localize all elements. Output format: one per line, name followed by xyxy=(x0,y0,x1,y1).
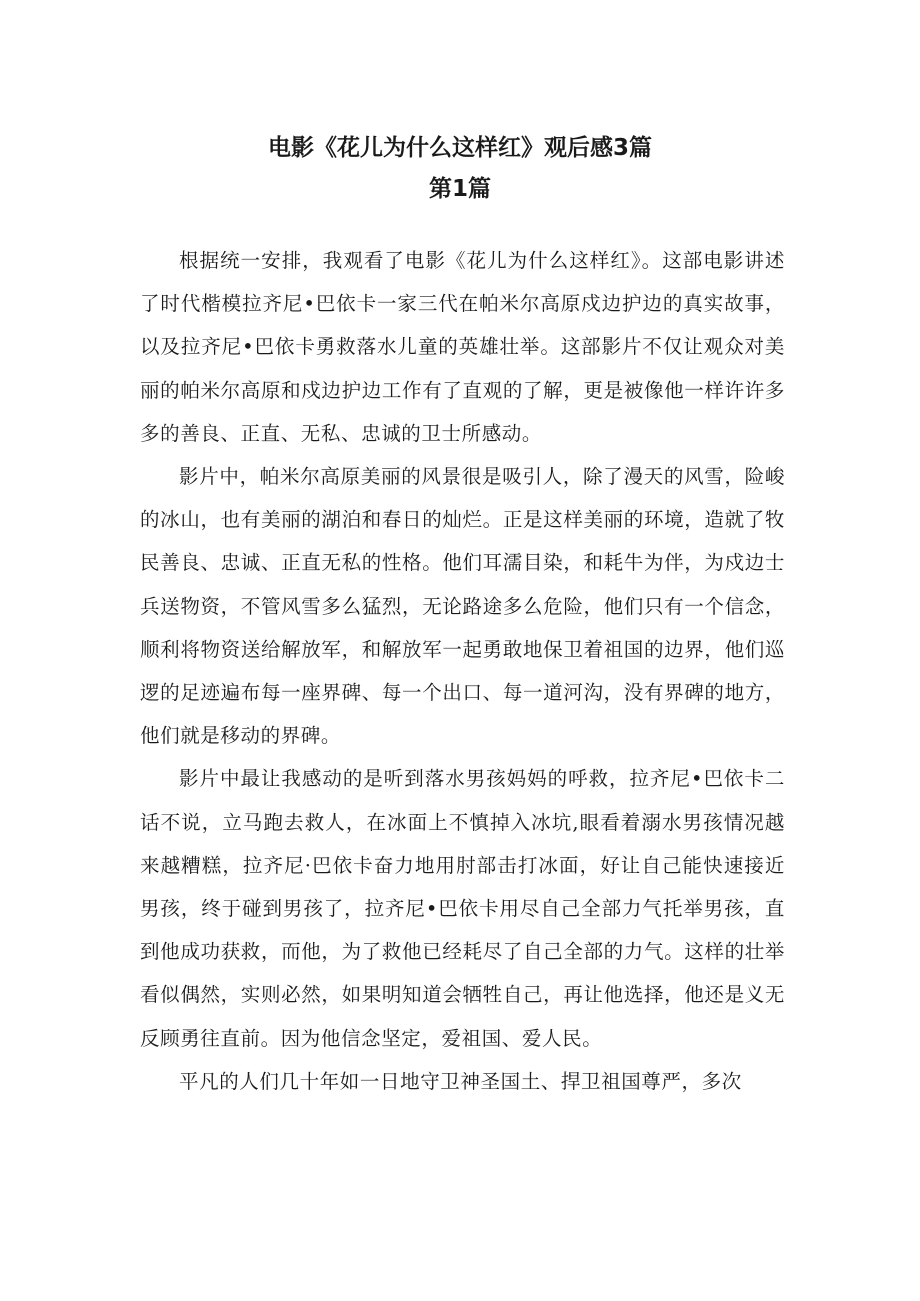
section-heading: 第1篇 xyxy=(428,176,491,202)
paragraph-1: 根据统一安排，我观看了电影《花儿为什么这样红》。这部电影讲述了时代楷模拉齐尼•巴依卡一家三代在帕米尔高原戍边护边的真实故事，以及拉齐尼•巴依卡勇救落水儿童的英雄壮举。这部影片不仅让观众对美丽的帕米尔高原和戍边护边工作有了直观的了解，更是被像他一样许许多多的善良、正直、无私、忠诚的卫士所感动。 xyxy=(140,249,785,445)
document-title: 电影《花儿为什么这样红》观后感3篇 xyxy=(267,135,652,161)
paragraph-2: 影片中，帕米尔高原美丽的风景很是吸引人，除了漫天的风雪，险峻的冰山，也有美丽的湖泊和春日的灿烂。正是这样美丽的环境，造就了牧民善良、忠诚、正直无私的性格。他们耳濡目染，和耗牛为伴，为戍边士兵送物资，不管风雪多么猛烈，无论路途多么危险，他们只有一个信念，顺利将物资送给解放军，和解放军一起勇敢地保卫着祖国的边界，他们巡逻的足迹遍布每一座界碑、每一个出口、每一道河沟，没有界碑的地方，他们就是移动的界碑。 xyxy=(140,465,785,748)
paragraph-3: 影片中最让我感动的是听到落水男孩妈妈的呼救，拉齐尼•巴依卡二话不说，立马跑去救人，在冰面上不慎掉入冰坑,眼看着溺水男孩情况越来越糟糕，拉齐尼·巴依卡奋力地用肘部击打冰面，好让自己能快速接近男孩，终于碰到男孩了，拉齐尼•巴依卡用尽自己全部力气托举男孩，直到他成功获救，而他，为了救他已经耗尽了自己全部的力气。这样的壮举看似偶然，实则必然，如果明知道会牺牲自己，再让他选择，他还是义无反顾勇往直前。因为他信念坚定，爱祖国、爱人民。 xyxy=(140,767,785,1050)
paragraph-4: 平凡的人们几十年如一日地守卫神圣国土、捍卫祖国尊严，多次 xyxy=(179,1069,742,1093)
document-body xyxy=(140,239,785,1103)
